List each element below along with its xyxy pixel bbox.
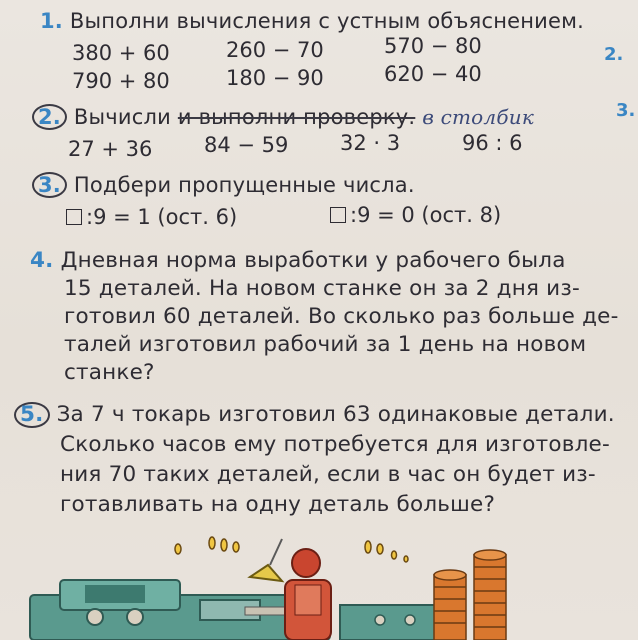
lathe-knob [127,609,143,625]
task-4-line: талей изготовил рабочий за 1 день на новом [64,332,587,357]
task-3-heading [38,172,415,198]
worker-apron [295,585,321,615]
task-4-line: 15 деталей. На новом станке он за 2 дня из- [64,276,580,301]
task-1-expression: 380 + 60 [72,41,170,65]
task-1-expression: 260 − 70 [226,38,324,62]
task-5-number: 5. [14,402,50,428]
task-3-number: 3. [32,172,67,198]
task-3-expression-text: :9 = 1 (ост. 6) [86,205,238,229]
task-5-text: За 7 ч токарь изготовил 63 одинаковые детали. [56,402,615,427]
worker-cap [292,549,320,577]
task-1-number: 1. [40,9,63,33]
task-4-line: готовил 60 деталей. Во сколько раз больше де- [64,304,619,329]
worker-lathe-illustration [0,525,638,640]
task-5-line [20,402,615,428]
decorative-ovals [175,537,408,562]
empty-box-icon [330,207,346,223]
task-1-expression: 790 + 80 [72,69,170,93]
margin-number: 3. [616,100,636,121]
task-2-handwriting: в столбик [422,105,534,129]
task-1-heading [40,8,584,34]
lathe-knob [405,615,415,625]
empty-box-icon [66,209,82,225]
lathe-knob [87,609,103,625]
task-5-line: Сколько часов ему потребуется для изготовле- [60,432,610,457]
task-3-text: Подбери пропущенные числа. [73,173,415,197]
task-1-expression: 180 − 90 [226,66,324,90]
task-2-expression: 27 + 36 [68,137,153,161]
lathe-knob [375,615,385,625]
parts-stack [434,550,506,640]
task-2-expression: 32 · 3 [340,131,401,155]
task-3-expression-text: :9 = 0 (ост. 8) [350,203,502,227]
task-2-struck-text: и выполни проверку. [177,105,416,129]
margin-number: 2. [604,44,624,65]
task-2-number: 2. [32,104,67,130]
task-4-line: станке? [64,360,155,385]
task-5-line: ния 70 таких деталей, если в час он будет из- [60,462,596,487]
task-1-expression: 570 − 80 [384,34,482,58]
lamp-arm [270,539,282,565]
lathe-panel [85,585,145,603]
task-1-text: Выполни вычисления с устным объяснением. [69,9,585,33]
task-2-expression: 96 : 6 [462,131,523,155]
task-2-heading [38,104,534,130]
task-4-number: 4. [30,248,54,273]
task-3-expression [66,204,237,230]
task-4-line [30,248,566,274]
task-5-line: готавливать на одну деталь больше? [60,492,496,517]
lathe-spindle [245,607,285,615]
task-4-text: Дневная норма выработки у рабочего была [60,248,566,273]
task-2-text: Вычисли [73,105,171,129]
task-2-expression: 84 − 59 [204,133,289,157]
task-3-expression [330,202,501,228]
task-1-expression: 620 − 40 [384,62,482,86]
lamp [250,565,282,581]
